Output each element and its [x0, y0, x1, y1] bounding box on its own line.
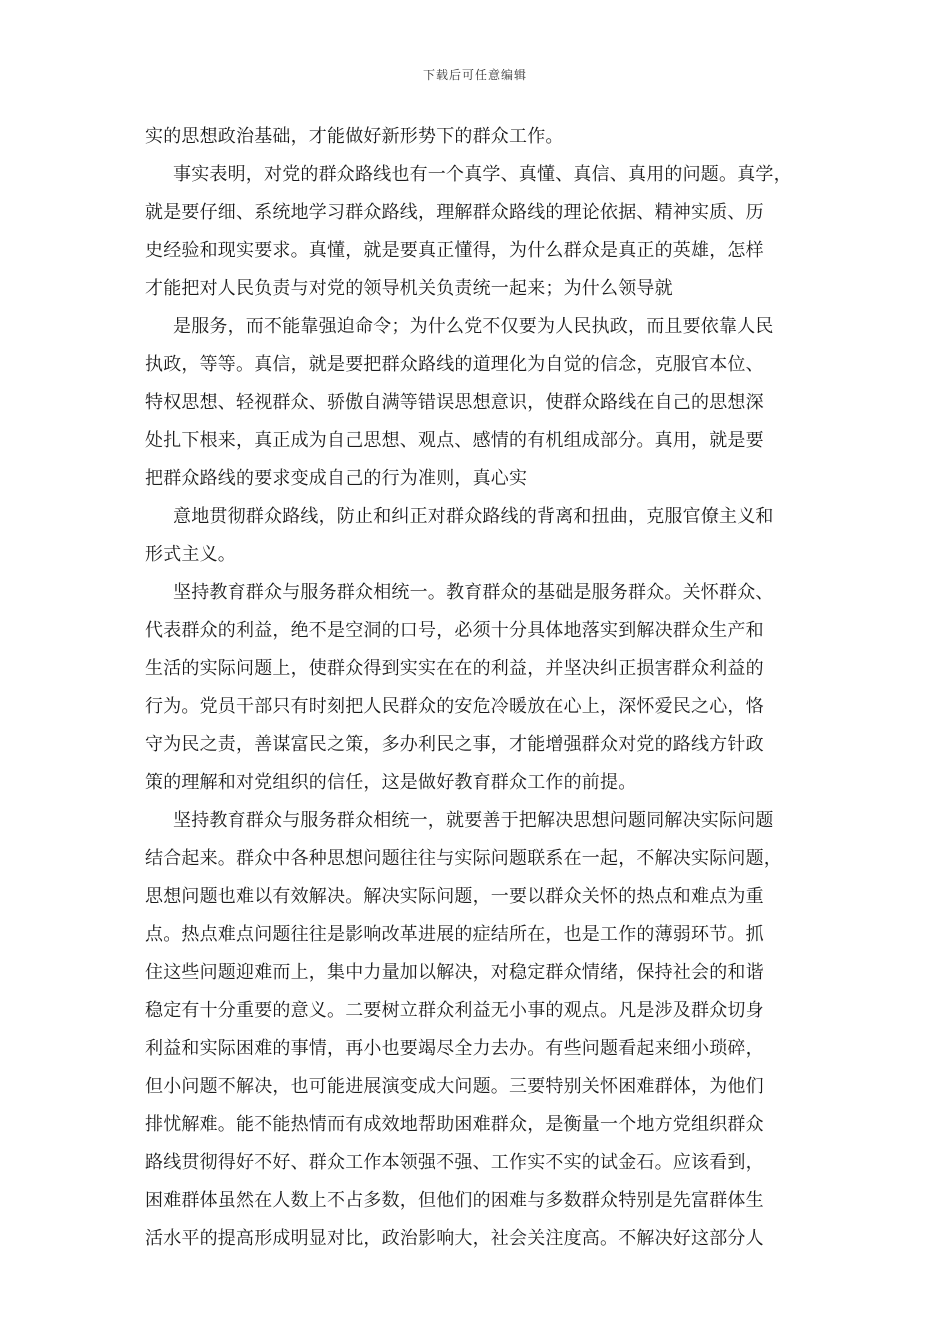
text-line: 就是要仔细、系统地学习群众路线，理解群众路线的理论依据、精神实质、历	[145, 202, 764, 223]
text-line: 意地贯彻群众路线，防止和纠正对群众路线的背离和扭曲，克服官僚主义和	[173, 506, 774, 527]
text-line: 思想问题也难以有效解决。解决实际问题，一要以群众关怀的热点和难点为重	[145, 886, 764, 907]
text-line: 史经验和现实要求。真懂，就是要真正懂得，为什么群众是真正的英雄，怎样	[145, 240, 764, 261]
text-line: 实的思想政治基础，才能做好新形势下的群众工作。	[145, 126, 564, 147]
text-line: 执政，等等。真信，就是要把群众路线的道理化为自觉的信念，克服官本位、	[145, 354, 764, 375]
text-line: 困难群体虽然在人数上不占多数，但他们的困难与多数群众特别是先富群体生	[145, 1190, 764, 1211]
text-line: 结合起来。群众中各种思想问题往往与实际问题联系在一起，不解决实际问题，	[145, 848, 782, 869]
text-line: 行为。党员干部只有时刻把人民群众的安危冷暖放在心上，深怀爱民之心，恪	[145, 696, 764, 717]
text-line: 但小问题不解决，也可能进展演变成大问题。三要特别关怀困难群体，为他们	[145, 1076, 764, 1097]
text-line: 才能把对人民负责与对党的领导机关负责统一起来；为什么领导就	[145, 278, 673, 299]
text-line: 把群众路线的要求变成自己的行为准则，真心实	[145, 468, 528, 489]
text-line: 是服务，而不能靠强迫命令；为什么党不仅要为人民执政，而且要依靠人民	[173, 316, 774, 337]
text-line: 形式主义。	[145, 544, 236, 565]
text-line: 住这些问题迎难而上，集中力量加以解决，对稳定群众情绪，保持社会的和谐	[145, 962, 764, 983]
text-line: 代表群众的利益，绝不是空洞的口号，必须十分具体地落实到解决群众生产和	[145, 620, 764, 641]
text-line: 坚持教育群众与服务群众相统一。教育群众的基础是服务群众。关怀群众、	[173, 582, 774, 603]
text-line: 事实表明，对党的群众路线也有一个真学、真懂、真信、真用的问题。真学，	[173, 164, 792, 185]
text-line: 守为民之责，善谋富民之策，多办利民之事，才能增强群众对党的路线方针政	[145, 734, 764, 755]
document-body	[145, 118, 820, 1258]
text-line: 坚持教育群众与服务群众相统一，就要善于把解决思想问题同解决实际问题	[173, 810, 774, 831]
text-line: 稳定有十分重要的意义。二要树立群众利益无小事的观点。凡是涉及群众切身	[145, 1000, 764, 1021]
text-line: 活水平的提高形成明显对比，政治影响大，社会关注度高。不解决好这部分人	[145, 1228, 764, 1249]
text-line: 利益和实际困难的事情，再小也要竭尽全力去办。有些问题看起来细小琐碎，	[145, 1038, 764, 1059]
text-line: 生活的实际问题上，使群众得到实实在在的利益，并坚决纠正损害群众利益的	[145, 658, 764, 679]
text-line: 策的理解和对党组织的信任，这是做好教育群众工作的前提。	[145, 772, 637, 793]
text-line: 路线贯彻得好不好、群众工作本领强不强、工作实不实的试金石。应该看到，	[145, 1152, 764, 1173]
text-line: 特权思想、轻视群众、骄傲自满等错误思想意识，使群众路线在自己的思想深	[145, 392, 764, 413]
page-header: 下载后可任意编辑	[422, 68, 527, 82]
text-line: 点。热点难点问题往往是影响改革进展的症结所在，也是工作的薄弱环节。抓	[145, 924, 764, 945]
text-line: 处扎下根来，真正成为自己思想、观点、感情的有机组成部分。真用，就是要	[145, 430, 764, 451]
text-line: 排忧解难。能不能热情而有成效地帮助困难群众，是衡量一个地方党组织群众	[145, 1114, 764, 1135]
